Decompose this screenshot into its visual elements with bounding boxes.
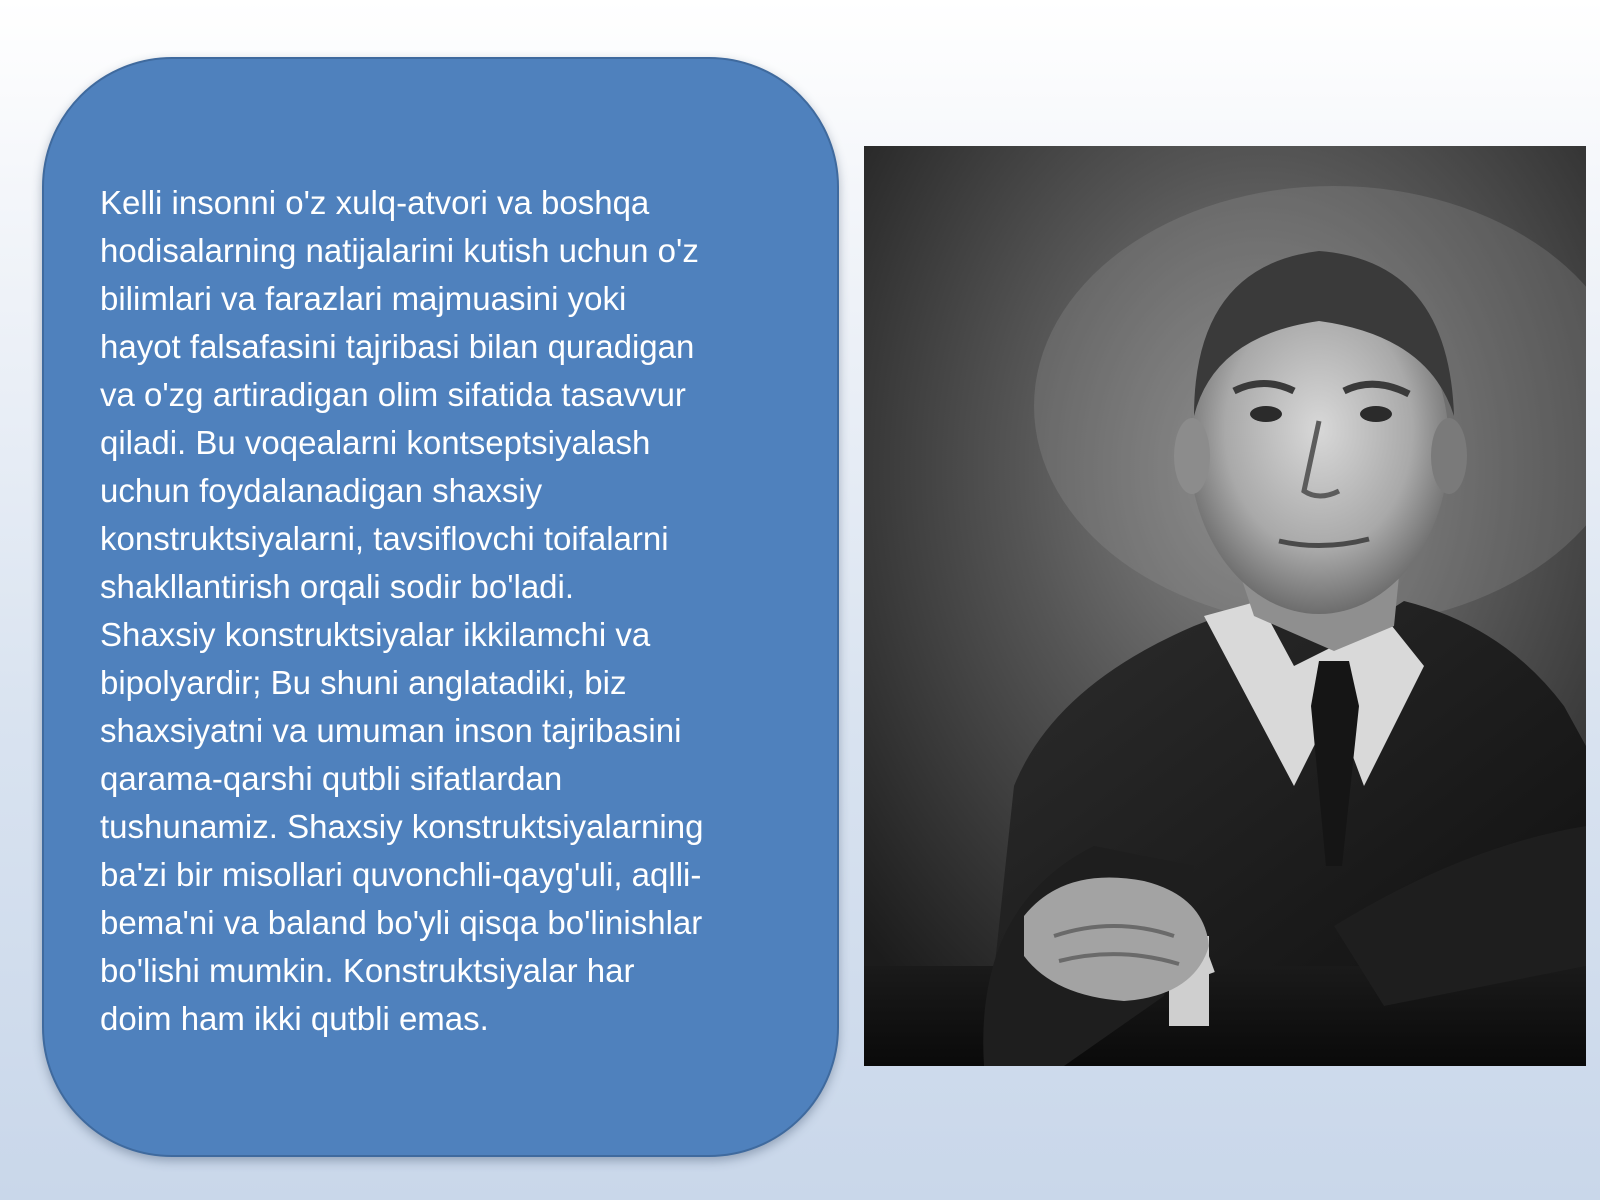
- portrait-photo: [864, 146, 1586, 1066]
- body-text: Kelli insonni o'z xulq-atvori va boshqa hodisalarning natijalarini kutish uchun o'z bilimlari va farazlari majmuasini yoki hayot falsafasini tajribasi bilan quradigan va o'zg artiradigan olim sifatida tasavvur qiladi. Bu voqealarni kontseptsiyalash uchun foydalanadigan shaxsiy konstruktsiyalarni, tavsiflovchi toifalarni shakllantirish orqali sodir bo'ladi. Shaxsiy konstruktsiyalar ikkilamchi va bipolyardir; Bu shuni anglatadiki, biz shaxsiyatni va umuman inson tajribasini qarama-qarshi qutbli sifatlardan tushunamiz. Shaxsiy konstruktsiyalarning ba'zi bir misollari quvonchli-qayg'uli, aqlli- bema'ni va baland bo'yli qisqa bo'linishlar bo'lishi mumkin. Konstruktsiyalar har doim ham ikki qutbli emas.: [100, 184, 704, 1037]
- portrait-photo-icon: [864, 146, 1586, 1066]
- text-panel: [42, 57, 839, 1157]
